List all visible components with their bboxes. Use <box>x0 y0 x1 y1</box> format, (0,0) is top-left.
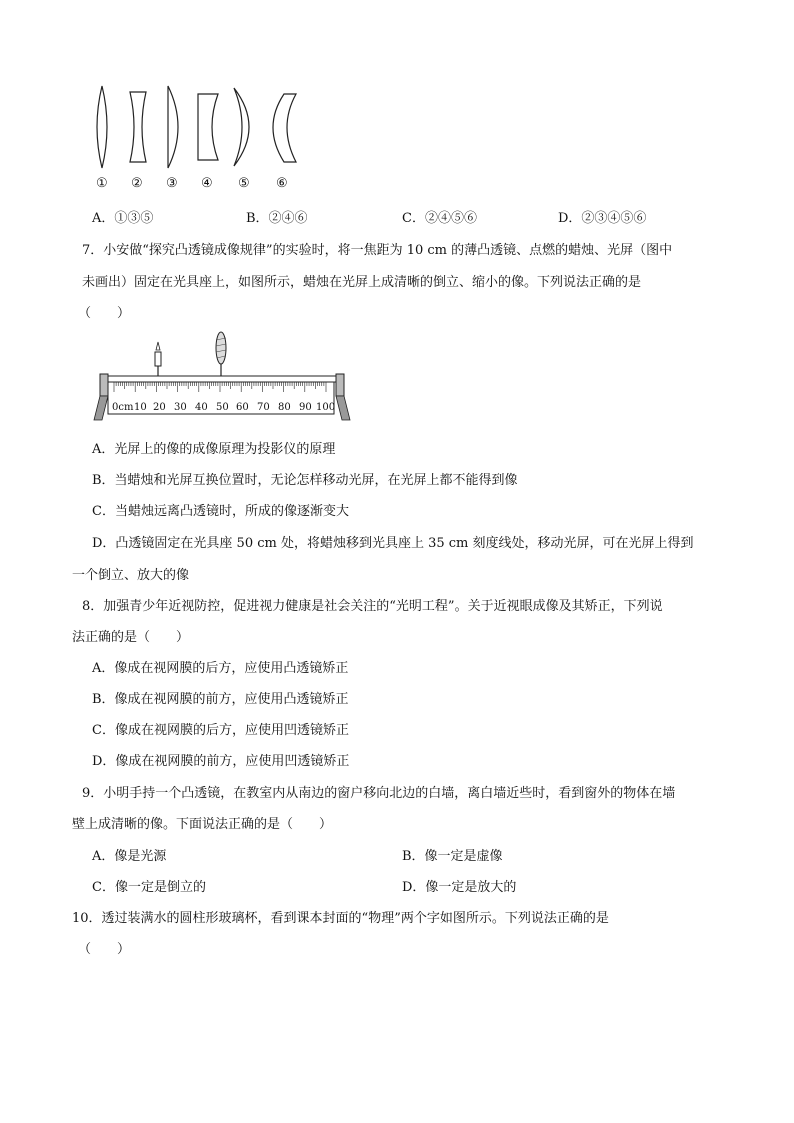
q9-stem-line1: 9．小明手持一个凸透镜，在教室内从南边的窗户移向北边的白墙，离白墙近些时，看到窗外的物体在墙 <box>82 786 676 801</box>
q8-option-d[interactable]: D．像成在视网膜的前方，应使用凹透镜矫正 <box>92 754 350 769</box>
q10-stem-line2: （ ） <box>78 942 131 957</box>
lens-label-5: ⑤ <box>238 176 250 191</box>
candle-icon <box>155 352 161 366</box>
ruler-tick-label-80: 80 <box>278 402 291 413</box>
lens-5-meniscus-convex <box>234 88 249 166</box>
q9-option-b[interactable]: B．像一定是虚像 <box>402 849 503 864</box>
ruler-tick-label-50: 50 <box>216 402 229 413</box>
ruler-tick-label-90: 90 <box>299 402 312 413</box>
q8-option-a[interactable]: A．像成在视网膜的后方，应使用凸透镜矫正 <box>92 661 349 676</box>
ruler-tick-label-10: 10 <box>134 402 147 413</box>
ruler-tick-label-20: 20 <box>153 402 166 413</box>
q8-option-b[interactable]: B．像成在视网膜的前方，应使用凸透镜矫正 <box>92 692 349 707</box>
q7-stem-line2: 未画出）固定在光具座上，如图所示，蜡烛在光屏上成清晰的倒立、缩小的像。下列说法正确的是 <box>82 275 642 290</box>
q6-option-a[interactable]: A．①③⑤ <box>92 211 154 226</box>
ruler-tick-label-40: 40 <box>195 402 208 413</box>
lens-label-2: ② <box>131 176 143 191</box>
lens-3-plano-convex <box>168 86 178 168</box>
q7-option-d[interactable]: D．凸透镜固定在光具座 50 cm 处，将蜡烛移到光具座上 35 cm 刻度线处，移动光屏，可在光屏上得到 <box>92 536 694 551</box>
lens-1-biconvex <box>97 86 107 168</box>
lens-label-6: ⑥ <box>276 176 288 191</box>
q7-option-d-cont: 一个倒立、放大的像 <box>72 568 190 583</box>
ruler-tick-label-70: 70 <box>257 402 270 413</box>
q7-stem-line1: 7．小安做“探究凸透镜成像规律”的实验时，将一焦距为 10 cm 的薄凸透镜、点燃的蜡烛、光屏（图中 <box>82 243 673 258</box>
lens-4-plano-concave <box>198 94 218 160</box>
q9-option-c[interactable]: C．像一定是倒立的 <box>92 880 206 895</box>
lens-label-3: ③ <box>166 176 178 191</box>
lens-label-1: ① <box>96 176 108 191</box>
q8-option-c[interactable]: C．像成在视网膜的后方，应使用凹透镜矫正 <box>92 723 349 738</box>
q7-option-a[interactable]: A．光屏上的像的成像原理为投影仪的原理 <box>92 442 336 457</box>
lens-2-biconcave <box>130 92 146 162</box>
q8-stem-line1: 8．加强青少年近视防控，促进视力健康是社会关注的“光明工程”。关于近视眼成像及其矫正，下列说 <box>82 599 663 614</box>
ruler-tick-label-60: 60 <box>236 402 249 413</box>
convex-lens-icon <box>216 332 226 364</box>
q10-stem-line1: 10．透过装满水的圆柱形玻璃杯，看到课本封面的“物理”两个字如图所示。下列说法正确的是 <box>72 911 609 926</box>
lens-6-meniscus-concave <box>273 94 296 162</box>
ruler-tick-label-100: 100 <box>316 402 336 413</box>
q6-option-d[interactable]: D．②③④⑤⑥ <box>558 211 647 226</box>
q7-option-b[interactable]: B．当蜡烛和光屏互换位置时，无论怎样移动光屏，在光屏上都不能得到像 <box>92 473 518 488</box>
q9-option-a[interactable]: A．像是光源 <box>92 849 167 864</box>
q9-option-d[interactable]: D．像一定是放大的 <box>402 880 517 895</box>
q8-stem-line2: 法正确的是（ ） <box>72 630 190 645</box>
q7-option-c[interactable]: C．当蜡烛远离凸透镜时，所成的像逐渐变大 <box>92 504 349 519</box>
ruler-tick-label-0: 0cm <box>112 402 134 413</box>
q9-stem-line2: 壁上成清晰的像。下面说法正确的是（ ） <box>72 817 333 832</box>
lens-figure <box>88 82 308 172</box>
q7-stem-line3: （ ） <box>78 306 131 321</box>
lens-label-4: ④ <box>201 176 213 191</box>
ruler-tick-label-30: 30 <box>174 402 187 413</box>
q6-option-b[interactable]: B．②④⑥ <box>246 211 308 226</box>
q6-option-c[interactable]: C．②④⑤⑥ <box>402 211 477 226</box>
